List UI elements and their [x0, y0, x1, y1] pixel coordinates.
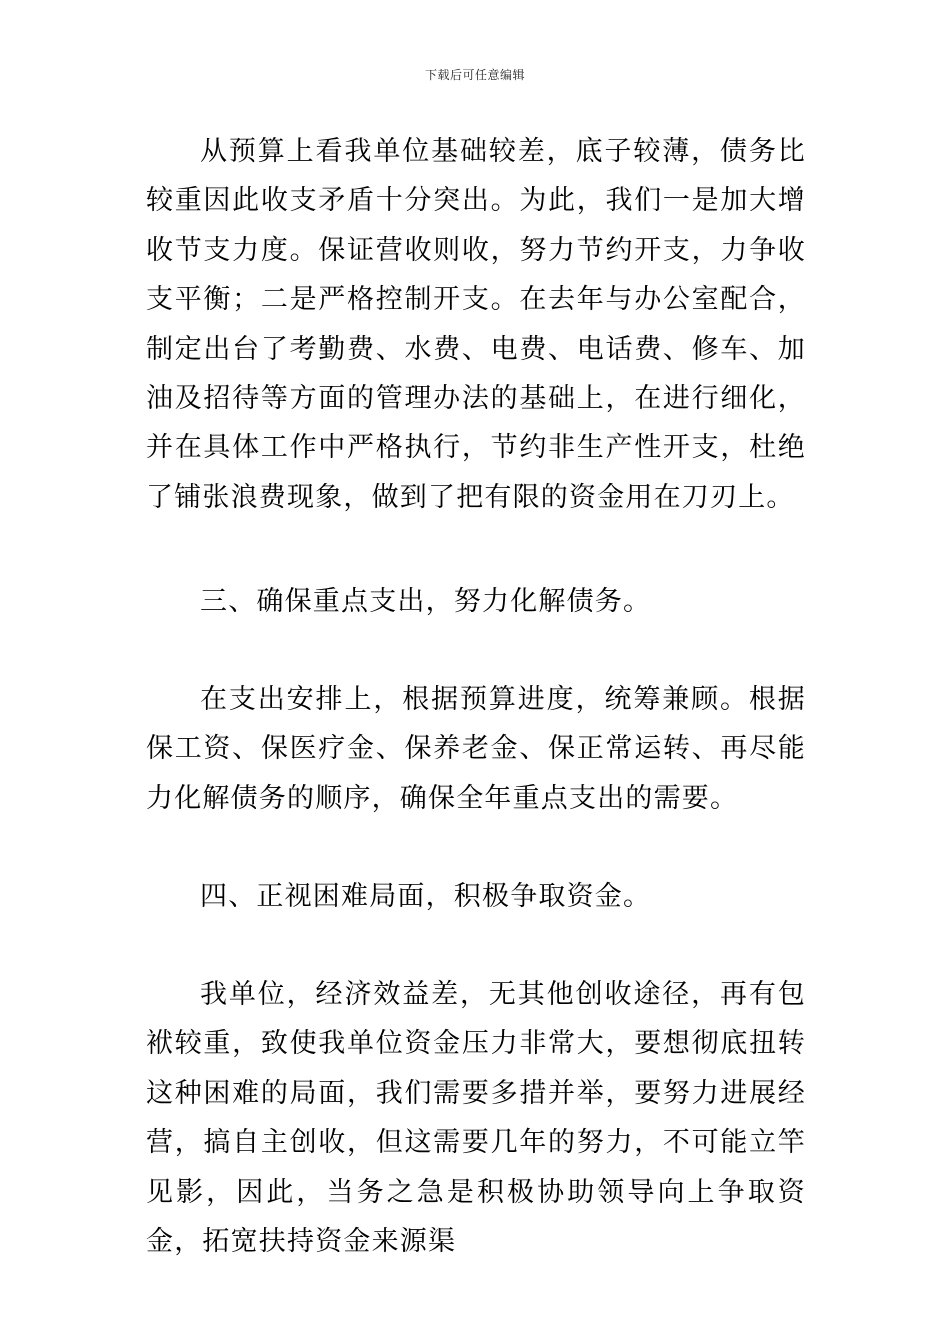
- paragraph-expenditure: 在支出安排上，根据预算进度，统筹兼顾。根据保工资、保医疗金、保养老金、保正常运转、再尽能力化解债务的顺序，确保全年重点支出的需要。: [146, 684, 806, 814]
- section-heading-3: 三、确保重点支出，努力化解债务。: [200, 586, 652, 617]
- paragraph-funding: 我单位，经济效益差，无其他创收途径，再有包袱较重，致使我单位资金压力非常大，要想彻底扭转这种困难的局面，我们需要多措并举，要努力进展经营，搞自主创收，但这需要几年的努力，不可能立竿见影，因此，当务之急是积极协助领导向上争取资金，拓宽扶持资金来源渠: [146, 979, 806, 1258]
- section-heading-4: 四、正视困难局面，积极争取资金。: [200, 881, 652, 912]
- paragraph-budget: 从预算上看我单位基础较差，底子较薄，债务比较重因此收支矛盾十分突出。为此，我们一是加大增收节支力度。保证营收则收，努力节约开支，力争收支平衡；二是严格控制开支。在去年与办公室配合，制定出台了考勤费、水费、电费、电话费、修车、加油及招待等方面的管理办法的基础上，在进行细化，并在具体工作中严格执行，节约非生产性开支，杜绝了铺张浪费现象，做到了把有限的资金用在刀刃上。: [146, 136, 806, 513]
- page-header: 下载后可任意编辑: [424, 68, 525, 82]
